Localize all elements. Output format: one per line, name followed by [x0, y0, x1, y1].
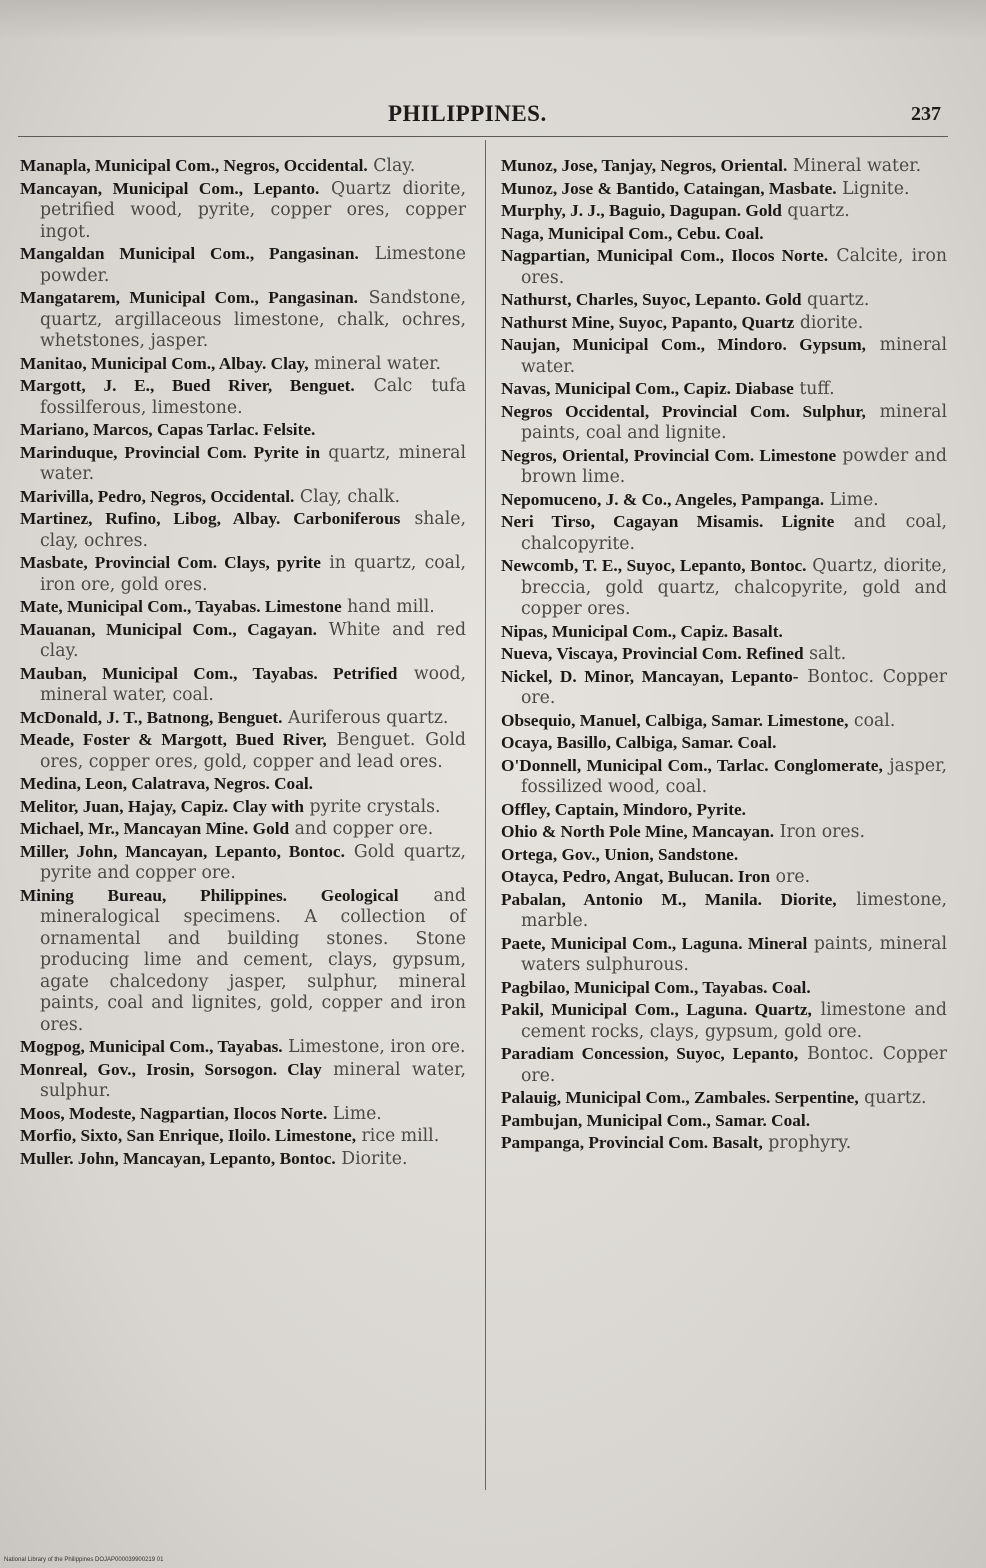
entry-description: mineral water, sulphur.	[40, 1059, 467, 1101]
entry-name: Obsequio, Manuel, Calbiga, Samar. Limestone,	[501, 710, 849, 730]
entry-name: Manitao, Municipal Com., Albay. Clay,	[20, 353, 309, 373]
entry-name: Mining Bureau, Philippines. Geological	[20, 885, 399, 905]
entry-description: quartz.	[787, 201, 850, 221]
entry-name: Pampanga, Provincial Com. Basalt,	[501, 1133, 763, 1152]
directory-entry	[501, 799, 947, 822]
directory-entry	[501, 200, 947, 223]
directory-entry	[501, 1087, 947, 1110]
entry-description: Mineral water.	[792, 156, 922, 176]
entry-name: Nathurst, Charles, Suyoc, Lepanto. Gold	[501, 290, 802, 309]
directory-entry	[501, 977, 947, 1000]
entry-name: Otayca, Pedro, Angat, Bulucan. Iron	[501, 867, 771, 886]
directory-entry	[501, 755, 947, 799]
directory-entry	[501, 710, 947, 733]
directory-entry	[501, 621, 947, 644]
entry-name: Ocaya, Basillo, Calbiga, Samar. Coal.	[501, 733, 777, 752]
entry-description: tuff.	[799, 379, 835, 399]
directory-entry	[20, 1125, 466, 1148]
entry-name: Nepomuceno, J. & Co., Angeles, Pampanga.	[501, 489, 825, 509]
directory-entry	[501, 1110, 947, 1133]
directory-entry	[501, 489, 947, 512]
entry-name: Ohio & North Pole Mine, Mancayan.	[501, 822, 775, 841]
directory-entry	[501, 643, 947, 666]
directory-entry	[501, 844, 947, 867]
entry-name: Nipas, Municipal Com., Capiz. Basalt.	[501, 621, 783, 641]
entry-name: Neri Tirso, Cagayan Misamis. Lignite	[501, 512, 835, 531]
entry-name: Nagpartian, Municipal Com., Ilocos Norte.	[501, 246, 829, 265]
directory-entry	[20, 486, 466, 509]
directory-entry	[501, 732, 947, 755]
entry-description: Bontoc. Copper ore.	[521, 666, 947, 708]
entry-description: hand mill.	[347, 597, 435, 617]
directory-entry	[20, 1103, 466, 1126]
entry-name: Paradiam Concession, Suyoc, Lepanto,	[501, 1044, 799, 1063]
entry-description: Auriferous quartz.	[287, 707, 449, 728]
running-header-title: PHILIPPINES.	[388, 101, 547, 126]
entry-description: Calcite, iron ores.	[521, 246, 947, 288]
directory-entry	[20, 287, 466, 353]
entry-name: Martinez, Rufino, Libog, Albay. Carboniferous	[20, 509, 401, 528]
entry-description: Sandstone, quartz, argillaceous limestone, chalk, ochres, whetstones, jasper.	[40, 288, 466, 351]
directory-entry	[20, 508, 466, 552]
entry-name: Nueva, Viscaya, Provincial Com. Refined	[501, 644, 804, 663]
entry-name: Pagbilao, Municipal Com., Tayabas. Coal.	[501, 977, 811, 997]
entry-name: McDonald, J. T., Batnong, Benguet.	[20, 707, 283, 727]
entry-name: Naga, Municipal Com., Cebu. Coal.	[501, 223, 764, 243]
entry-name: Navas, Municipal Com., Capiz. Diabase	[501, 379, 794, 398]
entry-description: and copper ore.	[294, 819, 434, 839]
entry-description: in quartz, coal, iron ore, gold ores.	[40, 553, 466, 595]
entry-name: Masbate, Provincial Com. Clays, pyrite	[20, 553, 321, 572]
entry-name: Munoz, Jose, Tanjay, Negros, Oriental.	[501, 156, 788, 175]
entry-description: limestone and cement rocks, clays, gypsum, gold ore.	[521, 1000, 947, 1042]
directory-entry	[501, 178, 947, 201]
directory-entry	[501, 555, 947, 621]
entry-name: Medina, Leon, Calatrava, Negros. Coal.	[20, 774, 313, 793]
scan-footer: National Library of the Philippines DOJAP000039900219 01	[4, 1557, 164, 1563]
page-top-edge	[0, 0, 986, 40]
entry-name: Michael, Mr., Mancayan Mine. Gold	[20, 819, 290, 838]
directory-entry	[20, 1059, 466, 1103]
directory-entry	[20, 375, 466, 419]
directory-entry	[20, 841, 466, 885]
entry-name: Nickel, D. Minor, Mancayan, Lepanto-	[501, 666, 799, 686]
entry-description: Diorite.	[341, 1148, 408, 1169]
directory-entry	[20, 619, 466, 663]
directory-entry	[20, 773, 466, 796]
entry-description: and mineralogical specimens. A collection of ornamental and building stones. Stone producing lime and cement, clays, gypsum, agate chalcedony jasper, sulphur, mineral paints, coal and lignites, gold, copper and iron ores.	[40, 885, 466, 1035]
directory-entry	[501, 223, 947, 246]
entry-name: Negros, Oriental, Provincial Com. Limestone	[501, 445, 837, 465]
entry-description: Quartz, diorite, breccia, gold quartz, chalcopyrite, gold and copper ores.	[521, 556, 947, 619]
entry-name: Marivilla, Pedro, Negros, Occidental.	[20, 486, 295, 506]
directory-entry	[501, 666, 947, 710]
entry-description: shale, clay, ochres.	[40, 509, 466, 551]
entry-description: quartz.	[807, 290, 870, 310]
entry-description: Limestone powder.	[40, 244, 466, 286]
entry-description: Clay, chalk.	[299, 486, 400, 507]
entry-description: Lime.	[829, 489, 879, 510]
entry-description: Bontoc. Copper ore.	[521, 1044, 947, 1086]
entry-name: Munoz, Jose & Bantido, Cataingan, Masbate.	[501, 178, 837, 198]
directory-entry	[501, 289, 947, 312]
entry-description: wood, mineral water, coal.	[40, 663, 466, 705]
directory-entry	[20, 663, 466, 707]
entry-name: Naujan, Municipal Com., Mindoro. Gypsum,	[501, 335, 866, 354]
directory-entry	[20, 796, 466, 819]
directory-entry	[501, 889, 947, 933]
directory-entry	[20, 155, 466, 178]
entry-name: Mauban, Municipal Com., Tayabas. Petrified	[20, 663, 398, 683]
entry-description: Calc tufa fossilferous, limestone.	[40, 376, 467, 418]
directory-entry	[20, 596, 466, 619]
entry-name: Manapla, Municipal Com., Negros, Occidental.	[20, 156, 368, 175]
directory-entry	[501, 245, 947, 289]
entry-description: prophyry.	[768, 1133, 852, 1153]
entry-name: Muller. John, Mancayan, Lepanto, Bontoc.	[20, 1148, 336, 1168]
entry-name: Negros Occidental, Provincial Com. Sulphur,	[501, 401, 866, 421]
entry-name: Nathurst Mine, Suyoc, Papanto, Quartz	[501, 312, 795, 332]
right-column	[501, 155, 947, 1155]
directory-entry	[20, 442, 466, 486]
entry-name: Mangaldan Municipal Com., Pangasinan.	[20, 244, 359, 263]
directory-entry	[501, 312, 947, 335]
entry-description: Lime.	[332, 1103, 382, 1124]
entry-description: paints, mineral waters sulphurous.	[521, 933, 947, 975]
directory-entry	[20, 1036, 466, 1059]
entry-name: Monreal, Gov., Irosin, Sorsogon. Clay	[20, 1059, 322, 1079]
entry-description: White and red clay.	[40, 619, 467, 661]
entry-description: and coal, chalcopyrite.	[521, 512, 947, 554]
entry-description: ore.	[775, 867, 811, 887]
entry-description: Benguet. Gold ores, copper ores, gold, copper and lead ores.	[40, 730, 466, 772]
entry-description: Quartz diorite, petrified wood, pyrite, copper ores, copper ingot.	[40, 178, 466, 242]
directory-entry	[20, 178, 466, 244]
entry-description: Limestone, iron ore.	[288, 1037, 466, 1057]
entry-name: Mangatarem, Municipal Com., Pangasinan.	[20, 288, 359, 307]
entry-name: Margott, J. E., Bued River, Benguet.	[20, 376, 355, 395]
entry-name: Murphy, J. J., Baguio, Dagupan. Gold	[501, 201, 782, 220]
entry-description: coal.	[853, 710, 896, 731]
directory-entry	[20, 818, 466, 841]
entry-description: Gold quartz, pyrite and copper ore.	[40, 841, 467, 883]
directory-entry	[501, 866, 947, 889]
entry-name: Mariano, Marcos, Capas Tarlac. Felsite.	[20, 420, 316, 439]
entry-name: Miller, John, Mancayan, Lepanto, Bontoc.	[20, 841, 345, 861]
directory-entry	[20, 707, 466, 730]
directory-entry	[501, 401, 947, 445]
entry-description: diorite.	[799, 312, 864, 333]
entry-name: Melitor, Juan, Hajay, Capiz. Clay with	[20, 796, 305, 816]
entry-description: salt.	[809, 644, 847, 664]
header-rule	[18, 136, 948, 137]
entry-name: Mogpog, Municipal Com., Tayabas.	[20, 1037, 283, 1056]
entry-name: Ortega, Gov., Union, Sandstone.	[501, 844, 739, 864]
directory-entry	[20, 552, 466, 596]
directory-entry	[501, 1043, 947, 1087]
entry-name: O'Donnell, Municipal Com., Tarlac. Conglomerate,	[501, 755, 883, 775]
entry-name: Mauanan, Municipal Com., Cagayan.	[20, 619, 317, 639]
directory-entry	[501, 445, 947, 489]
entry-description: Lignite.	[842, 178, 910, 199]
entry-description: powder and brown lime.	[521, 445, 947, 487]
entry-description: mineral water.	[314, 353, 442, 374]
directory-entry	[501, 999, 947, 1043]
column-divider	[485, 140, 486, 1490]
entry-name: Offley, Captain, Mindoro, Pyrite.	[501, 799, 746, 819]
entry-description: pyrite crystals.	[309, 796, 441, 817]
entry-name: Paete, Municipal Com., Laguna. Mineral	[501, 933, 808, 953]
directory-entry	[501, 821, 947, 844]
directory-entry	[501, 933, 947, 977]
entry-name: Marinduque, Provincial Com. Pyrite in	[20, 442, 321, 462]
page-number: 237	[911, 103, 941, 125]
left-column	[20, 155, 466, 1170]
entry-name: Morfio, Sixto, San Enrique, Iloilo. Limestone,	[20, 1126, 357, 1145]
entry-name: Palauig, Municipal Com., Zambales. Serpentine,	[501, 1088, 859, 1107]
directory-entry	[20, 885, 466, 1037]
directory-entry	[20, 729, 466, 773]
entry-description: rice mill.	[361, 1126, 440, 1146]
entry-description: Iron ores.	[779, 822, 865, 842]
entry-name: Meade, Foster & Margott, Bued River,	[20, 730, 327, 749]
directory-entry	[501, 1132, 947, 1155]
entry-name: Pabalan, Antonio M., Manila. Diorite,	[501, 889, 837, 909]
entry-name: Pambujan, Municipal Com., Samar. Coal.	[501, 1110, 811, 1130]
entry-name: Moos, Modeste, Nagpartian, Ilocos Norte.	[20, 1103, 328, 1123]
entry-description: Clay.	[373, 156, 416, 176]
directory-entry	[501, 378, 947, 401]
entry-description: mineral water.	[521, 335, 947, 377]
directory-entry	[501, 155, 947, 178]
entry-description: quartz, mineral water.	[40, 442, 466, 484]
entry-description: quartz.	[864, 1088, 927, 1108]
entry-name: Pakil, Municipal Com., Laguna. Quartz,	[501, 1000, 812, 1019]
directory-entry	[20, 353, 466, 376]
directory-entry	[501, 334, 947, 378]
directory-entry	[20, 243, 466, 287]
directory-entry	[501, 511, 947, 555]
entry-description: limestone, marble.	[521, 889, 948, 931]
entry-name: Newcomb, T. E., Suyoc, Lepanto, Bontoc.	[501, 556, 807, 575]
entry-name: Mancayan, Municipal Com., Lepanto.	[20, 178, 320, 198]
directory-entry	[20, 419, 466, 442]
entry-description: jasper, fossilized wood, coal.	[521, 755, 947, 797]
directory-entry	[20, 1148, 466, 1171]
entry-name: Mate, Municipal Com., Tayabas. Limestone	[20, 597, 342, 616]
entry-description: mineral paints, coal and lignite.	[521, 401, 947, 443]
